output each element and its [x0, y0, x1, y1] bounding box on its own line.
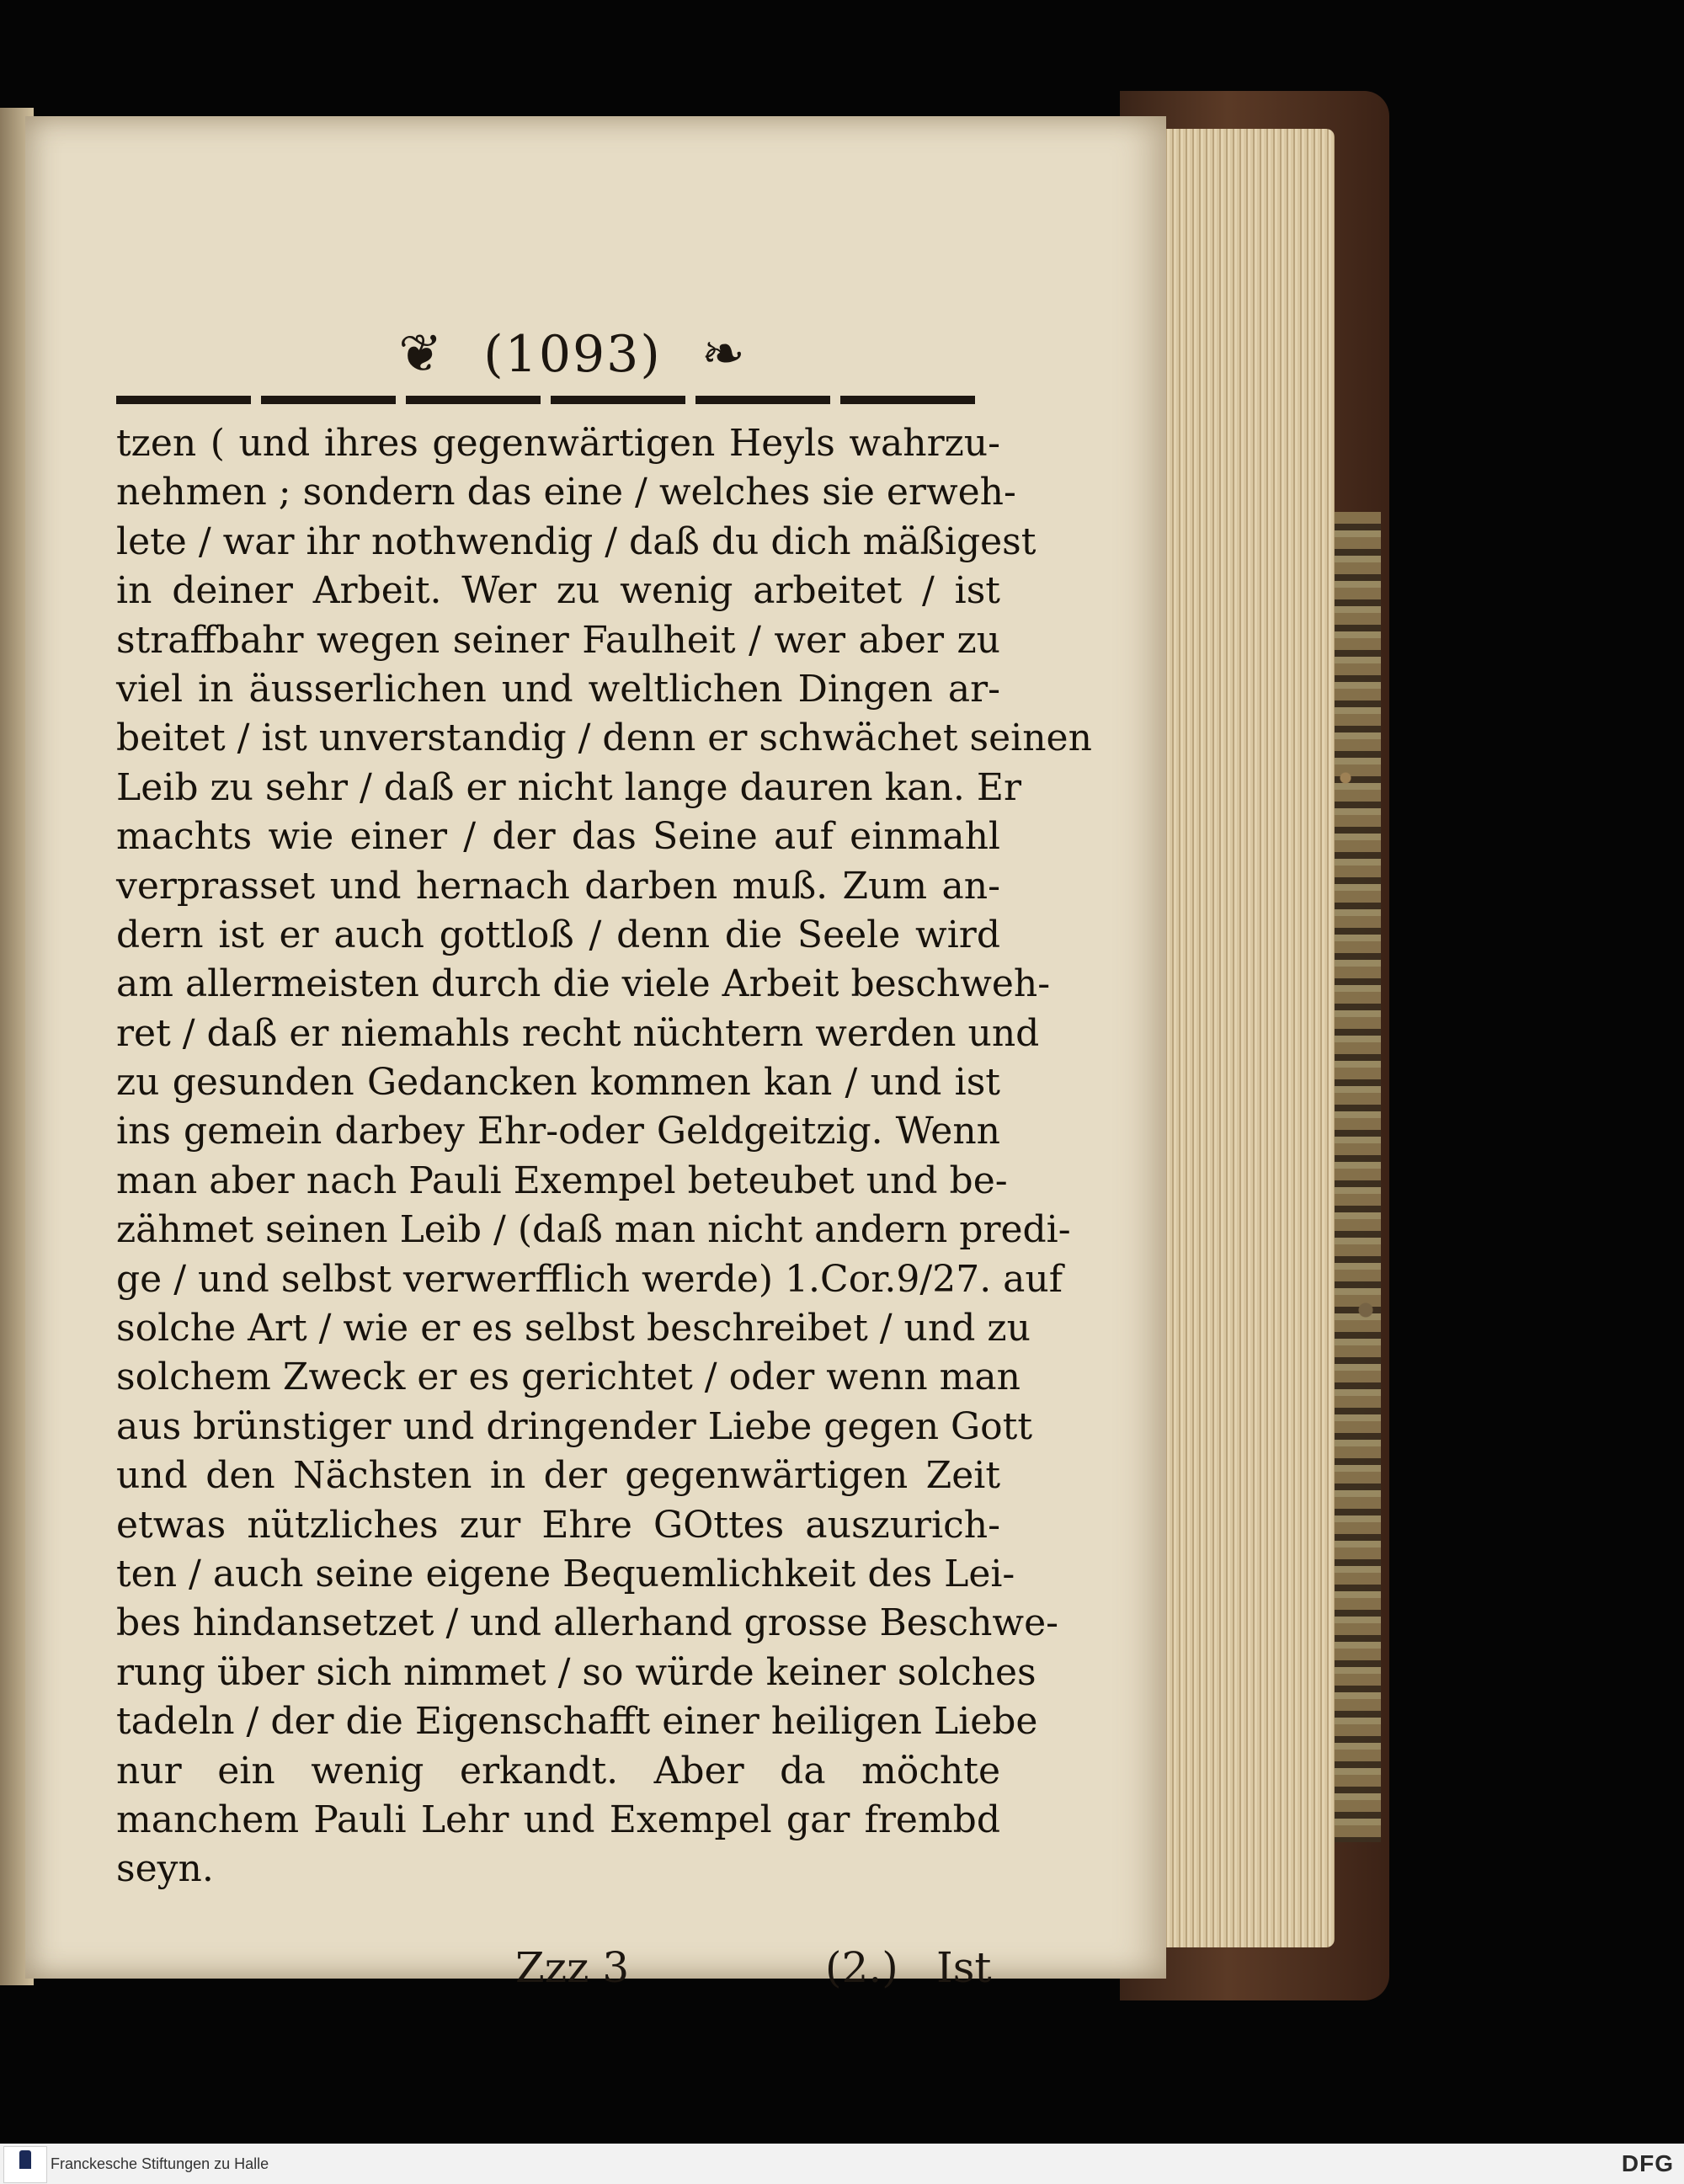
page-header	[25, 322, 1120, 384]
text-line: straffbahr wegen seiner Faulheit / wer aber zu	[116, 618, 1000, 662]
viewer-footer-bar	[0, 2144, 1684, 2184]
institution-logo	[3, 2146, 47, 2183]
text-line: aus brünstiger und dringender Liebe gegen Gott	[116, 1404, 1033, 1448]
header-rule	[116, 396, 983, 404]
institution-name: Franckesche Stiftungen zu Halle	[51, 2155, 269, 2172]
text-line: beitet / ist unverstandig / denn er schwächet seinen	[116, 716, 1092, 760]
page-footer	[25, 1943, 1166, 2002]
ornament-right-icon: ❧	[701, 322, 747, 384]
text-line: nehmen ; sondern das eine / welches sie erweh-	[116, 471, 1016, 514]
marginal-mark: (2.)	[825, 1943, 898, 1992]
text-line: nur ein wenig erkandt. Aber da möchte	[116, 1749, 1000, 1792]
marbled-edge	[1330, 512, 1381, 1842]
building-icon	[19, 2150, 31, 2169]
book-scan	[0, 91, 1389, 2000]
text-line: manchem Pauli Lehr und Exempel gar frembd	[116, 1798, 1000, 1841]
text-line: in deiner Arbeit. Wer zu wenig arbeitet / ist	[116, 569, 1000, 613]
page-number: (1093)	[483, 325, 662, 384]
body-text	[116, 419, 1092, 1894]
text-line: dern ist er auch gottloß / denn die Seele wird	[116, 913, 1000, 956]
text-line: seyn.	[116, 1847, 214, 1891]
text-line: man aber nach Pauli Exempel beteubet und be-	[116, 1159, 1008, 1202]
text-line: zähmet seinen Leib / (daß man nicht andern predi-	[116, 1208, 1071, 1252]
text-line: etwas nützliches zur Ehre GOttes auszurich-	[116, 1503, 1000, 1547]
text-line: ge / und selbst verwerfflich werde) 1.Cor.9/27. auf	[116, 1257, 1063, 1301]
text-line: lete / war ihr nothwendig / daß du dich mäßigest	[116, 519, 1037, 563]
text-line: ret / daß er niemahls recht nüchtern werden und	[116, 1011, 1040, 1055]
text-line: ins gemein darbey Ehr-oder Geldgeitzig. Wenn	[116, 1110, 1000, 1153]
page-edges	[1149, 129, 1335, 1947]
text-line: machts wie einer / der das Seine auf einmahl	[116, 815, 1000, 859]
text-line: solche Art / wie er es selbst beschreibet / und zu	[116, 1307, 1031, 1350]
signature-mark: Zzz 3	[515, 1943, 630, 1992]
text-line: tadeln / der die Eigenschafft einer heiligen Liebe	[116, 1700, 1038, 1744]
text-line: solchem Zweck er es gerichtet / oder wenn man	[116, 1356, 1021, 1399]
text-line: rung über sich nimmet / so würde keiner solches	[116, 1650, 1037, 1694]
text-line: am allermeisten durch die viele Arbeit beschweh-	[116, 962, 1051, 1006]
text-line: zu gesunden Gedancken kommen kan / und ist	[116, 1061, 1000, 1105]
ornament-left-icon: ❦	[398, 322, 445, 384]
text-line: ten / auch seine eigene Bequemlichkeit des Lei-	[116, 1552, 1015, 1595]
text-line: Leib zu sehr / daß er nicht lange dauren kan. Er	[116, 765, 1021, 809]
dfg-logo: DFG	[1621, 2150, 1674, 2176]
text-line: und den Nächsten in der gegenwärtigen Zeit	[116, 1454, 1000, 1498]
text-line: viel in äusserlichen und weltlichen Dingen ar-	[116, 667, 1000, 711]
catchword: Ist	[936, 1943, 992, 1992]
text-line: verprasset und hernach darben muß. Zum an-	[116, 864, 1000, 908]
book-page	[25, 116, 1166, 1992]
text-line: tzen ( und ihres gegenwärtigen Heyls wahrzu-	[116, 422, 1000, 465]
text-line: bes hindansetzet / und allerhand grosse Beschwe-	[116, 1601, 1058, 1645]
